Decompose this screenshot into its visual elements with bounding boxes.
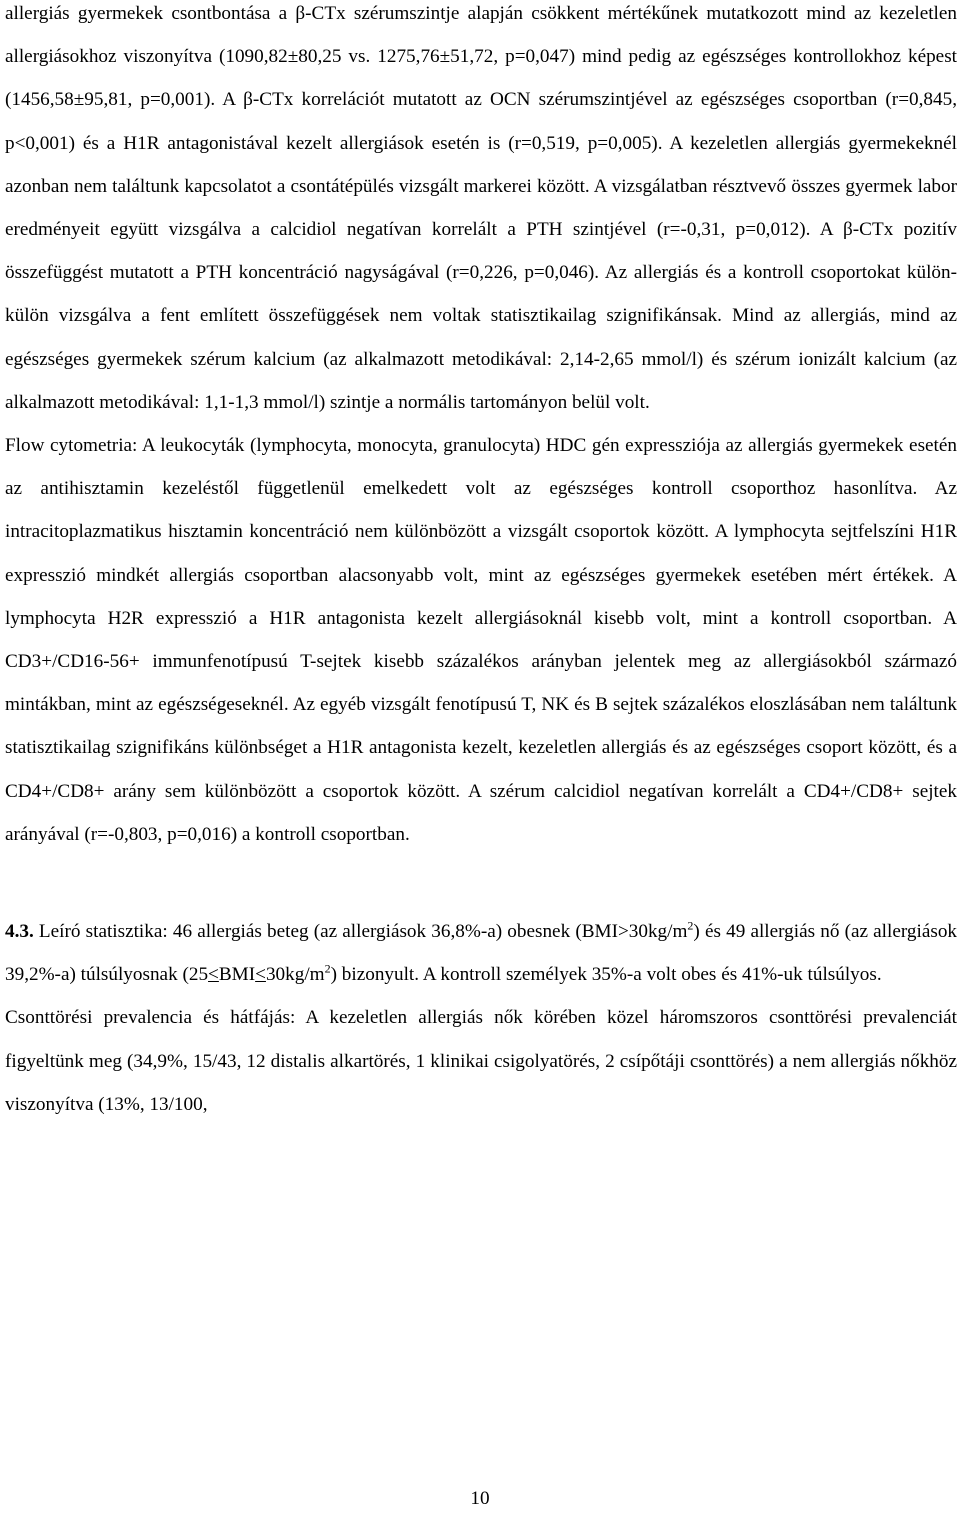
superscript: 2 (687, 918, 694, 933)
paragraph-descriptive-statistics (5, 910, 957, 996)
underlined-symbol: < (208, 964, 219, 986)
section-number: 4.3. (5, 921, 34, 943)
document-page (5, 0, 957, 1126)
section-spacer (5, 856, 957, 910)
paragraph-flow-cytometry: Flow cytometria: A leukocyták (lymphocyta, monocyta, granulocyta) HDC gén expressziója az allergiás gyermekek esetén az antihisztamin kezeléstől függetlenül emelkedett volt az egészséges kontroll csoporthoz hasonlítva. Az intracitoplazmatikus hisztamin koncentráció nem különbözött a vizsgált csoportok között. A lymphocyta sejtfelszíni H1R expresszió mindkét allergiás csoportban alacsonyabb volt, mint az egészséges gyermekek esetében mért értékek. A lymphocyta H2R expresszió a H1R antagonista kezelt allergiásoknál kisebb volt, mint a kontroll csoportban. A CD3+/CD16-56+ immunfenotípusú T-sejtek kisebb százalékos arányban jelentek meg az allergiásokból származó mintákban, mint az egészségeseknél. Az egyéb vizsgált fenotípusú T, NK és B sejtek százalékos eloszlásában nem találtunk statisztikailag szignifikáns különbséget a H1R antagonista kezelt, kezeletlen allergiás és az egészséges csoport között, és a CD4+/CD8+ arány sem különbözött a csoportok között. A szérum calcidiol negatívan korrelált a CD4+/CD8+ sejtek arányával (r=-0,803, p=0,016) a kontroll csoportban. (5, 435, 957, 845)
underlined-symbol: < (255, 964, 266, 986)
text-run: BMI (218, 964, 256, 986)
superscript: 2 (324, 961, 331, 976)
text-run: ) és 49 allergiás nő (az allergiások 39,2%-a) túlsúlyosnak (25 (5, 921, 958, 986)
paragraph-results-bone-markers: allergiás gyermekek csontbontása a β-CTx szérumszintje alapján csökkent mértékűnek mutatkozott mind az kezeletlen allergiásokhoz viszonyítva (1090,82±80,25 vs. 1275,76±51,72, p=0,047) mind pedig az egészséges kontrollokhoz képest (1456,58±95,81, p=0,001). A β-CTx korrelációt mutatott az OCN szérumszintjével az egészséges csoportban (r=0,845, p<0,001) és a H1R antagonistával kezelt allergiások esetén is (r=0,519, p=0,005). A kezeletlen allergiás gyermekeknél azonban nem találtunk kapcsolatot a csontátépülés vizsgált markerei között. A vizsgálatban résztvevő összes gyermek labor eredményeit együtt vizsgálva a calcidiol negatívan korrelált a PTH szintjével (r=-0,31, p=0,012). A β-CTx pozitív összefüggést mutatott a PTH koncentráció nagyságával (r=0,226, p=0,046). Az allergiás és a kontroll csoportokat külön-külön vizsgálva a fent említett összefüggések nem voltak statisztikailag szignifikánsak. Mind az allergiás, mind az egészséges gyermekek szérum kalcium (az alkalmazott metodikával: 2,14-2,65 mmol/l) és szérum ionizált kalcium (az alkalmazott metodikával: 1,1-1,3 mmol/l) szintje a normális tartományon belül volt. (5, 3, 957, 413)
text-run: 30kg/m (265, 964, 325, 986)
paragraph-fracture-prevalence: Csonttörési prevalencia és hátfájás: A kezeletlen allergiás nők körében közel háromszoros csonttörési prevalenciát figyeltünk meg (34,9%, 15/43, 12 distalis alkartörés, 1 klinikai csigolyatörés, 2 csípőtáji csonttörés) a nem allergiás nőkhöz viszonyítva (13%, 13/100, (5, 1007, 957, 1115)
page-number: 10 (470, 1488, 490, 1509)
text-run: ) bizonyult. A kontroll személyek 35%-a volt obes és 41%-uk túlsúlyos. (330, 964, 882, 986)
text-run: Leíró statisztika: 46 allergiás beteg (az allergiások 36,8%-a) obesnek (BMI>30kg/m (33, 921, 688, 943)
